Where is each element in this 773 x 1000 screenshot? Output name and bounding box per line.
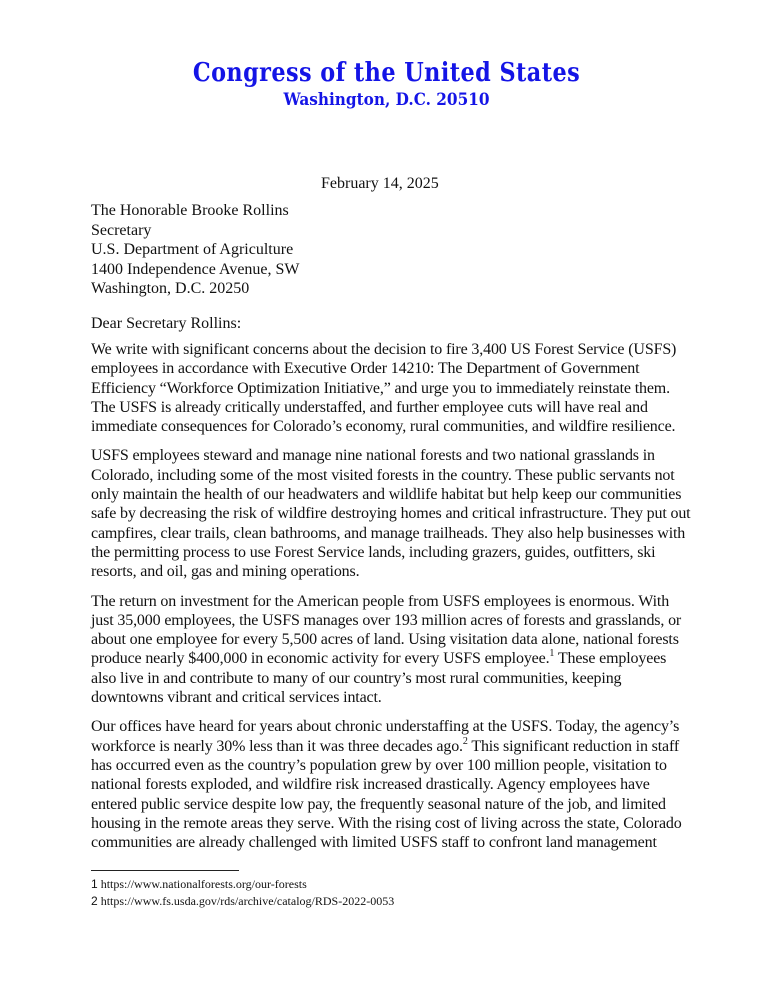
paragraph: We write with significant concerns about the decision to fire 3,400 US Forest Service (USFS) employees in accordance with Executive Order 14210: The Department of Government Efficiency “Workforce Optimization Initiative,” and urge you to immediately reinstate them. The USFS is already critically understaffed, and further employee cuts will have real and immediate consequences for Colorado’s economy, rural communities, and wildfire resilience. [91, 341, 677, 436]
footnote-link[interactable]: https://www.fs.usda.gov/rds/archive/catalog/RDS-2022-0053 [100, 894, 395, 908]
footnote-number: 1 [91, 877, 98, 891]
paragraph-text: These employees also live in and contribute to many of our country’s most rural communities, keeping downtowns vibrant and critical services intact. [91, 650, 667, 707]
letterhead [0, 58, 773, 111]
paragraph-text: The return on investment for the American people from USFS employees is enormous. With just 35,000 employees, the USFS manages over 193 million acres of forests and grasslands, or about one employee for every 5,500 acres of land. Using visitation data alone, national forests produce nearly $400,000 in economic activity for every USFS employee. [91, 592, 682, 668]
letter-body [91, 340, 693, 862]
footnote-number: 2 [91, 894, 98, 908]
footnote-divider [91, 870, 239, 871]
footnote-link[interactable]: https://www.nationalforests.org/our-forests [100, 877, 307, 891]
recipient-street: 1400 Independence Avenue, SW [91, 260, 300, 278]
letterhead-subtitle: Washington, D.C. 20510 [283, 90, 490, 110]
letterhead-title: Congress of the United States [192, 58, 581, 88]
recipient-address [91, 201, 300, 299]
paragraph [91, 592, 693, 708]
footnote-reference[interactable]: 2 [462, 735, 468, 747]
letter-date: February 14, 2025 [321, 175, 439, 192]
recipient-name: The Honorable Brooke Rollins [91, 202, 289, 219]
paragraph [91, 717, 693, 852]
recipient-city: Washington, D.C. 20250 [91, 280, 250, 298]
paragraph-text: Our offices have heard for years about chronic understaffing at the USFS. Today, the agency’s workforce is nearly 30% less than it was three decades ago. [91, 718, 680, 755]
recipient-organization: U.S. Department of Agriculture [91, 241, 294, 259]
paragraph-text: This significant reduction in staff has occurred even as the country’s population grew by over 100 million people, visitation to national forests exploded, and wildfire risk increased drastically. Agency employees have entered public service despite low pay, the frequently seasonal nature of the job, and limited housing in the remote areas they serve. With the rising cost of living across the state, Colorado communities are already challenged with limited USFS staff to confront land management [91, 737, 682, 852]
footnotes [91, 876, 394, 910]
paragraph: USFS employees steward and manage nine national forests and two national grasslands in Colorado, including some of the most visited forests in the country. These public servants not only maintain the health of our headwaters and wildlife habitat but help keep our communities safe by decreasing the risk of wildfire destroying homes and critical infrastructure. They put out campfires, clear trails, clean bathrooms, and manage trailheads. They also help businesses with the permitting process to use Forest Service lands, including grazers, guides, outfitters, ski resorts, and oil, gas and mining operations. [91, 447, 691, 581]
footnote-reference[interactable]: 1 [549, 648, 555, 660]
salutation: Dear Secretary Rollins: [91, 315, 242, 332]
footnote [91, 876, 394, 893]
footnote [91, 893, 394, 910]
recipient-title: Secretary [91, 221, 152, 239]
